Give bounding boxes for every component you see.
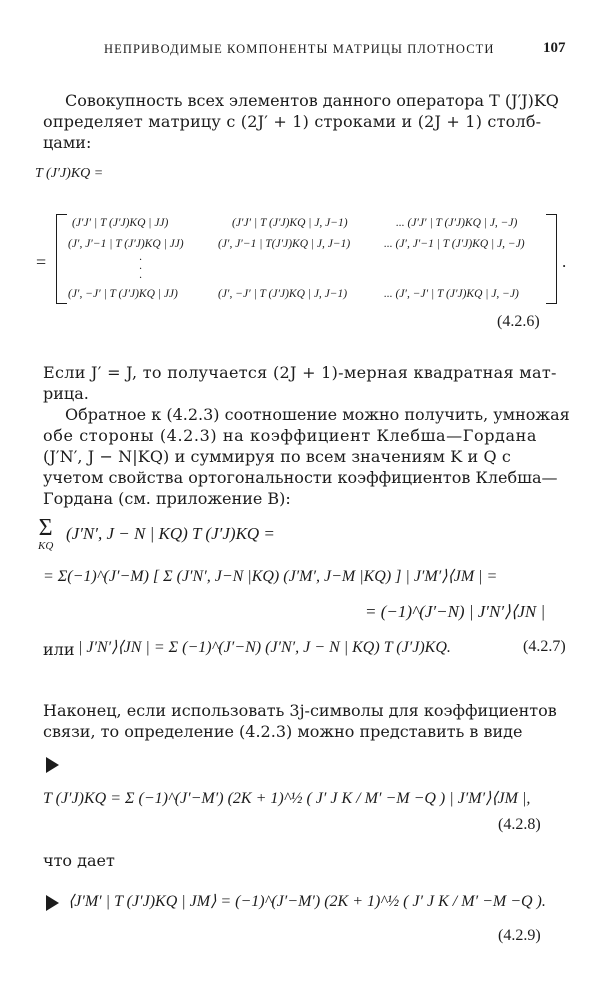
important-marker-icon xyxy=(46,757,59,773)
equals-sign: = xyxy=(36,252,47,272)
equation-number: (4.2.6) xyxy=(497,313,540,330)
paragraph-line: учетом свойства ортогональности коэффициентов Клебша— xyxy=(43,468,558,487)
matrix-cell: ... (J′, −J′ | T (J′J)KQ | J, −J) xyxy=(384,288,519,300)
equation-line: T (J′J)KQ = Σ (−1)^(J′−M′) (2K + 1)^½ ( J′ J K / M′ −M −Q ) | J′M′⟩⟨JM |, xyxy=(43,790,531,807)
equation-line: = Σ(−1)^(J′−M) [ Σ (J′N′, J−N |KQ) (J′M′, J−M |KQ) ] | J′M′⟩⟨JM | = xyxy=(43,568,498,585)
matrix-cell: (J′J′ | T (J′J)KQ | JJ) xyxy=(72,217,169,229)
paragraph-line: связи, то определение (4.2.3) можно представить в виде xyxy=(43,722,523,741)
paragraph-line: Наконец, если использовать 3j-символы для коэффициентов xyxy=(43,701,557,720)
paragraph-line: рица. xyxy=(43,384,89,403)
matrix-cell: (J′, J′−1 | T(J′J)KQ | J, J−1) xyxy=(218,238,351,250)
equation-line: = (−1)^(J′−N) | J′N′⟩⟨JN | xyxy=(365,602,546,621)
paragraph-line: обе стороны (4.2.3) на коэффициент Клебша—Гордана xyxy=(43,426,538,445)
matrix-lhs: T (J′J)KQ = xyxy=(35,166,104,181)
equation-line: (J′N′, J − N | KQ) T (J′J)KQ = xyxy=(66,524,275,543)
paragraph-line: определяет матрицу с (2J′ + 1) строками и (2J + 1) столб- xyxy=(43,112,542,131)
matrix-cell: (J′, J′−1 | T (J′J)KQ | JJ) xyxy=(68,238,184,250)
equation-number: (4.2.8) xyxy=(498,816,541,833)
matrix-cell: ... (J′, J′−1 | T (J′J)KQ | J, −J) xyxy=(384,238,525,250)
paragraph-line: (J′N′, J − N|KQ) и суммируя по всем значениям K и Q с xyxy=(43,447,511,466)
important-marker-icon xyxy=(46,895,59,911)
matrix-vertical-dots: · · · xyxy=(139,255,143,284)
equation-number: (4.2.7) xyxy=(523,638,566,655)
matrix-cell: (J′, −J′ | T (J′J)KQ | JJ) xyxy=(68,288,178,300)
paragraph-line: Если J′ = J, то получается (2J + 1)-мерная квадратная мат- xyxy=(43,363,557,382)
page-number: 107 xyxy=(543,40,566,56)
equation-line: ⟨J′M′ | T (J′J)KQ | JM⟩ = (−1)^(J′−M′) (2K + 1)^½ ( J′ J K / M′ −M −Q ). xyxy=(68,893,546,910)
sum-symbol: Σ KQ xyxy=(38,515,54,552)
running-title: НЕПРИВОДИМЫЕ КОМПОНЕНТЫ МАТРИЦЫ ПЛОТНОСТИ xyxy=(104,42,495,56)
equation-number: (4.2.9) xyxy=(498,927,541,944)
paragraph-line: цами: xyxy=(43,133,92,152)
equation-line: | J′N′⟩⟨JN | = Σ (−1)^(J′−N) (J′N′, J − N | KQ) T (J′J)KQ. xyxy=(78,639,451,656)
paragraph-line: Совокупность всех элементов данного оператора T (J′J)KQ xyxy=(65,91,559,110)
paragraph-line: что дает xyxy=(43,851,115,870)
equation-prefix: или xyxy=(43,640,75,659)
matrix-cell: (J′J′ | T (J′J)KQ | J, J−1) xyxy=(232,217,348,229)
matrix-period: . xyxy=(562,252,567,271)
matrix-left-bracket xyxy=(56,214,67,304)
matrix-cell: ... (J′J′ | T (J′J)KQ | J, −J) xyxy=(396,217,518,229)
matrix-cell: (J′, −J′ | T (J′J)KQ | J, J−1) xyxy=(218,288,348,300)
paragraph-line: Гордана (см. приложение В): xyxy=(43,489,291,508)
paragraph-line: Обратное к (4.2.3) соотношение можно получить, умножая xyxy=(65,405,570,424)
matrix-right-bracket xyxy=(546,214,557,304)
